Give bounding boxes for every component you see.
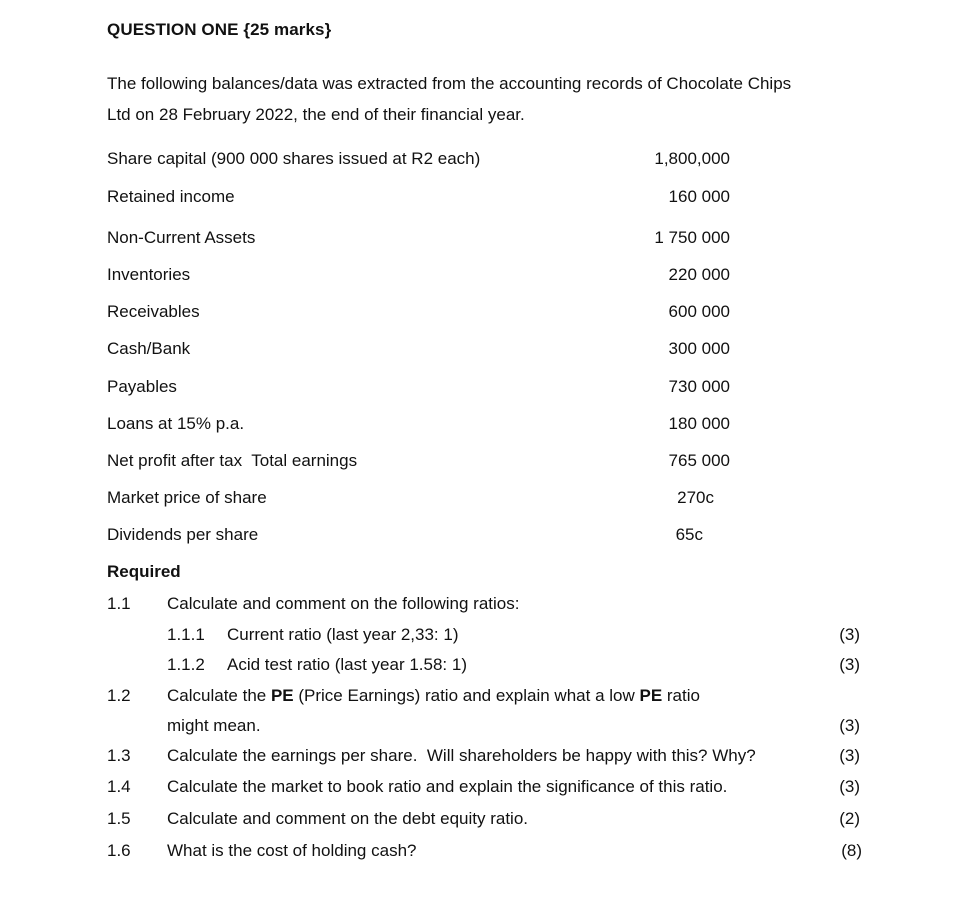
q1-2-pe-bold-2: PE — [639, 686, 663, 705]
balance-value-share-capital: 1,800,000 — [654, 149, 730, 168]
balance-label-retained-income: Retained income — [107, 187, 235, 206]
balance-label-market-price: Market price of share — [107, 488, 267, 507]
intro-line-2: Ltd on 28 February 2022, the end of their financial year. — [107, 105, 525, 124]
balance-label-loans: Loans at 15% p.a. — [107, 414, 245, 433]
balance-value-retained-income: 160 000 — [668, 187, 730, 206]
q1-1-text: Calculate and comment on the following ratios: — [167, 594, 520, 613]
balance-value-inventories: 220 000 — [668, 265, 730, 284]
q1-1-1-marks: (3) — [839, 625, 860, 644]
q1-6-number: 1.6 — [107, 841, 131, 860]
q1-4-text: Calculate the market to book ratio and explain the significance of this ratio. — [167, 777, 728, 796]
balance-value-non-current-assets: 1 750 000 — [654, 228, 730, 247]
required-heading: Required — [107, 562, 181, 581]
balance-label-share-capital: Share capital (900 000 shares issued at R2 each) — [107, 149, 481, 168]
balance-value-receivables: 600 000 — [668, 302, 730, 321]
balance-value-cash-bank: 300 000 — [668, 339, 730, 358]
balance-value-loans: 180 000 — [668, 414, 730, 433]
q1-5-marks: (2) — [839, 809, 860, 828]
balance-label-inventories: Inventories — [107, 265, 191, 284]
q1-5-text: Calculate and comment on the debt equity ratio. — [167, 809, 528, 828]
q1-2-text-e: ratio — [662, 686, 700, 705]
balance-label-payables: Payables — [107, 377, 177, 396]
q1-3-number: 1.3 — [107, 746, 131, 765]
q1-2-text — [167, 686, 700, 706]
balance-value-payables: 730 000 — [668, 377, 730, 396]
q1-6-text: What is the cost of holding cash? — [167, 841, 417, 860]
balance-label-non-current-assets: Non-Current Assets — [107, 228, 256, 247]
q1-2-marks: (3) — [839, 716, 860, 735]
balance-label-cash-bank: Cash/Bank — [107, 339, 191, 358]
q1-1-2-text: Acid test ratio (last year 1.58: 1) — [227, 655, 467, 674]
q1-1-number: 1.1 — [107, 594, 131, 613]
q1-1-2-number: 1.1.2 — [167, 655, 205, 674]
q1-2-text-line2: might mean. — [167, 716, 261, 735]
balance-label-receivables: Receivables — [107, 302, 200, 321]
q1-3-text: Calculate the earnings per share. Will shareholders be happy with this? Why? — [167, 746, 756, 765]
q1-2-number: 1.2 — [107, 686, 131, 705]
q1-4-number: 1.4 — [107, 777, 131, 796]
q1-4-marks: (3) — [839, 777, 860, 796]
q1-2-text-c: (Price Earnings) ratio and explain what a low — [293, 686, 640, 705]
balance-label-net-profit: Net profit after tax Total earnings — [107, 451, 358, 470]
q1-3-marks: (3) — [839, 746, 860, 765]
q1-5-number: 1.5 — [107, 809, 131, 828]
q1-1-2-marks: (3) — [839, 655, 860, 674]
balance-value-dividends: 65c — [675, 525, 703, 544]
balance-value-net-profit: 765 000 — [668, 451, 730, 470]
intro-paragraph — [107, 68, 867, 130]
q1-1-1-number: 1.1.1 — [167, 625, 205, 644]
intro-line-1: The following balances/data was extracted from the accounting records of Chocolate Chips — [107, 74, 792, 93]
q1-6-marks: (8) — [841, 841, 862, 860]
balance-label-dividends: Dividends per share — [107, 525, 259, 544]
q1-2-text-a: Calculate the — [167, 686, 271, 705]
question-title: QUESTION ONE {25 marks} — [107, 20, 332, 39]
q1-1-1-text: Current ratio (last year 2,33: 1) — [227, 625, 459, 644]
balance-value-market-price: 270c — [677, 488, 714, 507]
q1-2-pe-bold-1: PE — [270, 686, 294, 705]
